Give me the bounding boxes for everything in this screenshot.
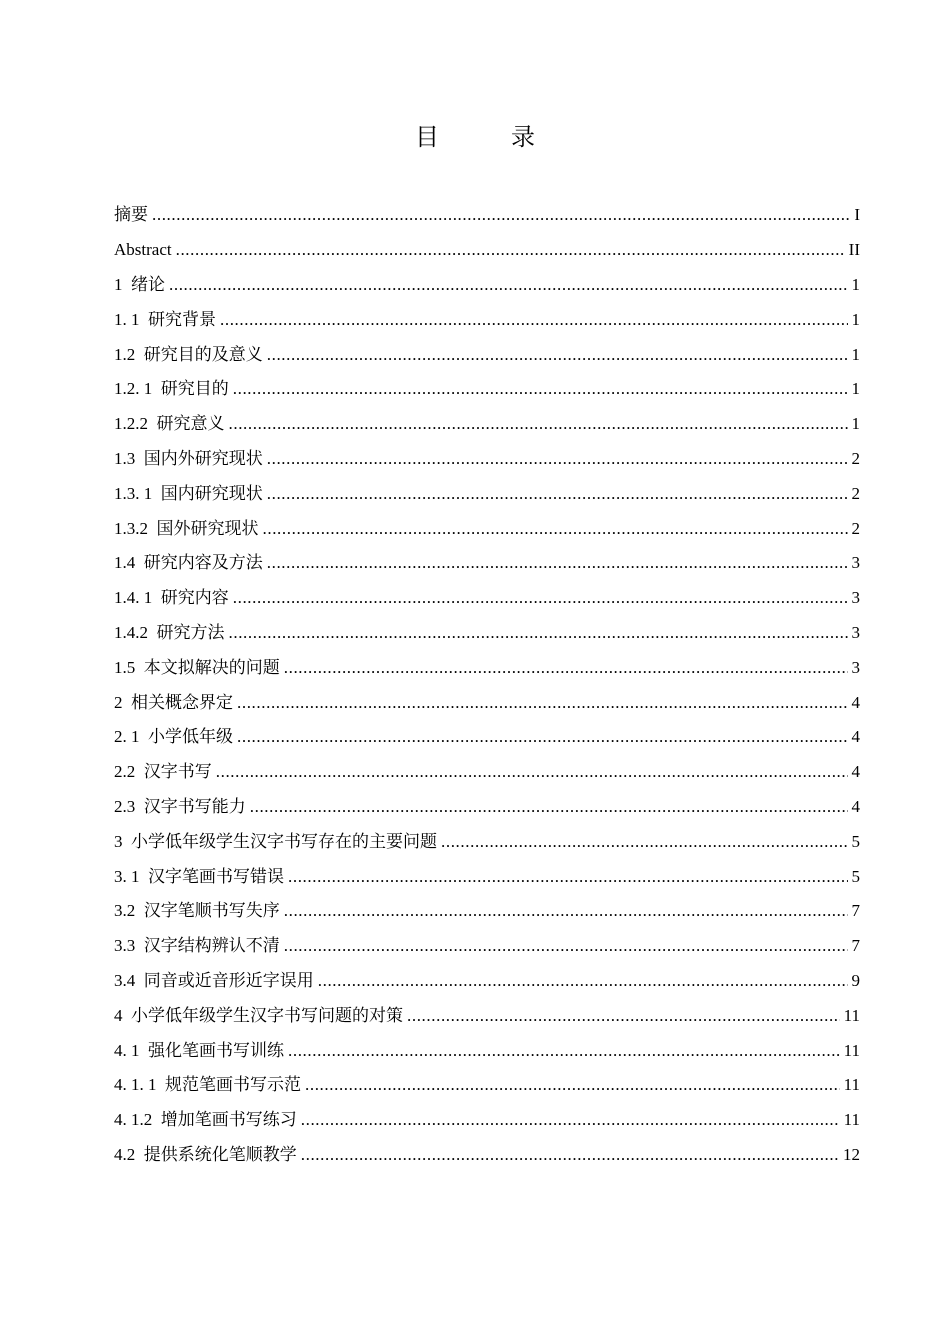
toc-entry-page-number: 7 [851, 936, 860, 956]
toc-entry[interactable] [114, 581, 860, 616]
toc-leader-dots [288, 867, 848, 887]
toc-leader-dots [176, 240, 845, 260]
toc-entry[interactable] [114, 964, 860, 999]
toc-entry-page-number: 11 [843, 1110, 860, 1130]
toc-entry[interactable] [114, 1138, 860, 1173]
toc-entry-label: 1.2. 1 研究目的 [114, 379, 229, 399]
toc-entry-page-number: 9 [851, 970, 860, 990]
toc-leader-dots [233, 588, 848, 608]
toc-entry[interactable] [114, 1033, 860, 1068]
toc-entry-page-number: 4 [851, 692, 860, 712]
toc-entry[interactable] [114, 511, 860, 546]
toc-leader-dots [441, 832, 848, 852]
toc-leader-dots [284, 658, 848, 678]
toc-entry-page-number: 5 [851, 831, 860, 851]
toc-leader-dots [305, 1075, 840, 1095]
toc-entry[interactable] [114, 268, 860, 303]
toc-leader-dots [237, 693, 848, 713]
toc-entry[interactable] [114, 198, 860, 233]
toc-leader-dots [169, 275, 848, 295]
toc-leader-dots [267, 345, 848, 365]
toc-entry-label: 1. 1 研究背景 [114, 309, 216, 329]
toc-leader-dots [237, 727, 848, 747]
toc-entry-label: 4. 1.2 增加笔画书写练习 [114, 1110, 297, 1130]
toc-entry-page-number: 2 [851, 448, 860, 468]
toc-entry-page-number: 2 [851, 518, 860, 538]
toc-entry-page-number: 12 [843, 1144, 860, 1164]
toc-entry-label: 1.5 本文拟解决的问题 [114, 657, 280, 677]
toc-entry-label: 1.3.2 国外研究现状 [114, 518, 259, 538]
toc-entry-page-number: 2 [851, 483, 860, 503]
toc-entry-page-number: 3 [851, 553, 860, 573]
toc-title: 目 录 [415, 123, 559, 151]
toc-entry[interactable] [114, 790, 860, 825]
toc-entry-label: 1.4.2 研究方法 [114, 622, 225, 642]
toc-entry-page-number: 1 [851, 274, 860, 294]
toc-entry-page-number: 1 [851, 414, 860, 434]
toc-entry-label: 3.2 汉字笔顺书写失序 [114, 901, 280, 921]
toc-leader-dots [220, 310, 848, 330]
toc-entry-label: 4 小学低年级学生汉字书写问题的对策 [114, 1005, 403, 1025]
toc-entry-label: 2 相关概念界定 [114, 692, 233, 712]
toc-entry-label: 3.3 汉字结构辨认不清 [114, 936, 280, 956]
toc-leader-dots [152, 205, 850, 225]
toc-entry-label: 1.3 国内外研究现状 [114, 448, 263, 468]
toc-entry-label: 1.2.2 研究意义 [114, 414, 225, 434]
toc-entry[interactable] [114, 929, 860, 964]
toc-entry-page-number: 4 [851, 727, 860, 747]
toc-entry-page-number: 1 [851, 309, 860, 329]
toc-entry-page-number: 1 [851, 344, 860, 364]
toc-entry-page-number: I [854, 205, 860, 225]
toc-leader-dots [407, 1006, 840, 1026]
toc-entry-label: 1.3. 1 国内研究现状 [114, 483, 263, 503]
toc-leader-dots [267, 449, 848, 469]
toc-leader-dots [288, 1041, 840, 1061]
toc-entry-label: 1.4 研究内容及方法 [114, 553, 263, 573]
toc-entry[interactable] [114, 1068, 860, 1103]
toc-entry[interactable] [114, 859, 860, 894]
toc-leader-dots [284, 901, 848, 921]
toc-leader-dots [284, 936, 848, 956]
toc-entry-label: 3.4 同音或近音形近字误用 [114, 970, 314, 990]
toc-entry[interactable] [114, 998, 860, 1033]
toc-entry-page-number: II [848, 240, 860, 260]
toc-entry-label: 2.2 汉字书写 [114, 762, 212, 782]
toc-entry[interactable] [114, 372, 860, 407]
toc-entry[interactable] [114, 894, 860, 929]
toc-entry[interactable] [114, 824, 860, 859]
toc-entry-page-number: 4 [851, 796, 860, 816]
toc-entry[interactable] [114, 546, 860, 581]
toc-leader-dots [301, 1110, 840, 1130]
toc-entry-label: 摘要 [114, 205, 148, 225]
toc-entry[interactable] [114, 720, 860, 755]
toc-leader-dots [301, 1145, 839, 1165]
toc-entry[interactable] [114, 616, 860, 651]
toc-entry-page-number: 11 [843, 1005, 860, 1025]
toc-leader-dots [267, 484, 848, 504]
toc-leader-dots [318, 971, 848, 991]
toc-entry[interactable] [114, 476, 860, 511]
toc-entry[interactable] [114, 685, 860, 720]
toc-leader-dots [216, 762, 848, 782]
toc-entry-page-number: 11 [843, 1075, 860, 1095]
toc-entry[interactable] [114, 755, 860, 790]
toc-entry[interactable] [114, 650, 860, 685]
toc-leader-dots [250, 797, 848, 817]
toc-entry-page-number: 7 [851, 901, 860, 921]
toc-entry[interactable] [114, 1103, 860, 1138]
toc-entry-label: 4.2 提供系统化笔顺教学 [114, 1144, 297, 1164]
toc-entry[interactable] [114, 233, 860, 268]
toc-entry-page-number: 5 [851, 866, 860, 886]
toc-entry-page-number: 3 [851, 657, 860, 677]
toc-entry-label: Abstract [114, 240, 172, 260]
toc-leader-dots [229, 414, 848, 434]
toc-entry-page-number: 4 [851, 762, 860, 782]
toc-leader-dots [229, 623, 848, 643]
toc-entry-label: 1.2 研究目的及意义 [114, 344, 263, 364]
toc-entry-label: 4. 1. 1 规范笔画书写示范 [114, 1075, 301, 1095]
toc-entry-label: 1 绪论 [114, 274, 165, 294]
toc-leader-dots [263, 519, 848, 539]
toc-entry-page-number: 3 [851, 622, 860, 642]
toc-entry[interactable] [114, 302, 860, 337]
toc-leader-dots [233, 379, 848, 399]
toc-entry-page-number: 11 [843, 1040, 860, 1060]
table-of-contents [114, 198, 860, 1172]
toc-entry-page-number: 3 [851, 588, 860, 608]
toc-entry-page-number: 1 [851, 379, 860, 399]
toc-entry[interactable] [114, 442, 860, 477]
toc-entry[interactable] [114, 407, 860, 442]
toc-entry-label: 1.4. 1 研究内容 [114, 588, 229, 608]
toc-entry-label: 2. 1 小学低年级 [114, 727, 233, 747]
toc-entry-label: 4. 1 强化笔画书写训练 [114, 1040, 284, 1060]
toc-leader-dots [267, 553, 848, 573]
toc-entry-label: 3. 1 汉字笔画书写错误 [114, 866, 284, 886]
toc-entry[interactable] [114, 337, 860, 372]
toc-entry-label: 2.3 汉字书写能力 [114, 796, 246, 816]
toc-entry-label: 3 小学低年级学生汉字书写存在的主要问题 [114, 831, 437, 851]
